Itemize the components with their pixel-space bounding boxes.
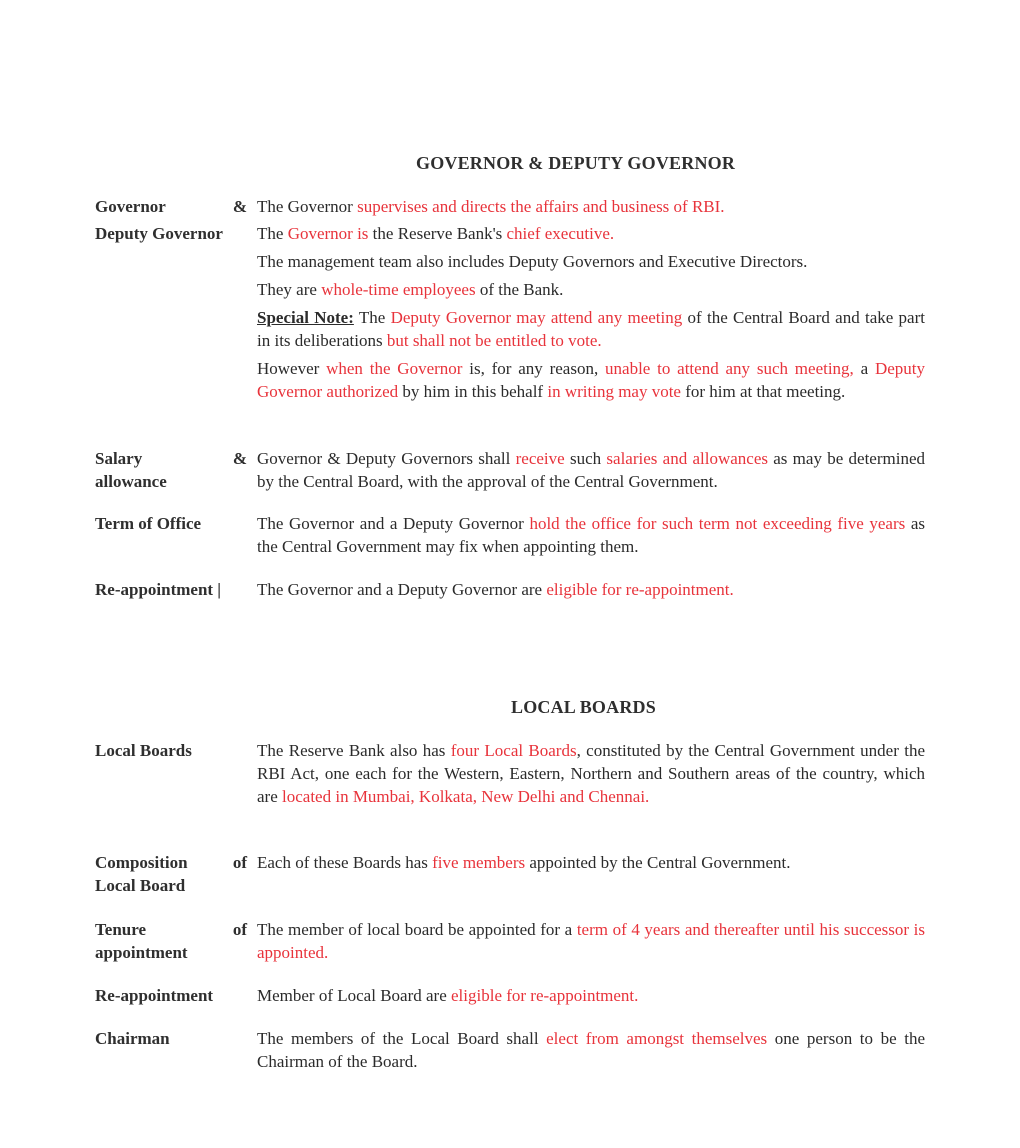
row-body — [257, 1027, 925, 1073]
row-body — [257, 739, 925, 808]
paragraph: Governor & Deputy Governors shall receive such salaries and allowances as may be determined by the Central Board, with the approval of the Central Government. — [257, 449, 925, 491]
paragraph: The member of local board be appointed for a term of 4 years and thereafter until his successor is appointed. — [257, 920, 925, 962]
paragraph: The Reserve Bank also has four Local Boards, constituted by the Central Government under the RBI Act, one each for the Western, Eastern, Northern and Southern areas of the country, which are located in Mumbai, Kolkata, New Delhi and Chennai. — [257, 741, 925, 806]
special-note-paragraph: Special Note: The Deputy Governor may attend any meeting of the Central Board and take part in its deliberations but shall not be entitled to vote. — [257, 308, 925, 350]
row-body — [257, 918, 925, 964]
special-note-label: Special Note: — [257, 308, 354, 327]
section-heading-local-boards: LOCAL BOARDS — [511, 697, 656, 717]
row-label: Tenure of appointment — [95, 920, 247, 962]
paragraph: Member of Local Board are eligible for re-appointment. — [257, 986, 639, 1005]
paragraph: Each of these Boards has five members appointed by the Central Government. — [257, 853, 791, 872]
row-body — [257, 578, 925, 601]
paragraph: The members of the Local Board shall elect from amongst themselves one person to be the Chairman of the Board. — [257, 1029, 925, 1071]
paragraph: However when the Governor is, for any reason, unable to attend any such meeting, a Deputy Governor authorized by him in this behalf in writing may vote for him at that meeting. — [257, 359, 926, 401]
row-body — [257, 447, 925, 493]
row-label — [95, 195, 247, 245]
row-body — [257, 851, 925, 874]
row-label: Local Boards — [95, 741, 192, 760]
paragraph: The Governor supervises and directs the affairs and business of RBI. — [257, 197, 725, 216]
paragraph: The Governor and a Deputy Governor are eligible for re-appointment. — [257, 580, 734, 599]
label-text: Deputy Governor — [95, 224, 223, 243]
row-body — [257, 984, 925, 1007]
row-label: Salary & allowance — [95, 449, 247, 491]
row-label: Composition of Local Board — [95, 853, 247, 895]
row-body — [257, 195, 925, 403]
paragraph: They are whole-time employees of the Bank. — [257, 280, 564, 299]
row-body — [257, 512, 925, 558]
paragraph: The Governor and a Deputy Governor hold the office for such term not exceeding five years as the Central Government may fix when appointing them. — [257, 514, 925, 556]
label-text: Governor — [95, 197, 166, 216]
row-label: Term of Office — [95, 514, 202, 533]
row-label: Chairman — [95, 1029, 170, 1048]
row-label: Re-appointment — [95, 986, 214, 1005]
paragraph: The Governor is the Reserve Bank's chief executive. — [257, 224, 615, 243]
label-connector: & — [232, 197, 247, 216]
section-heading-governor: GOVERNOR & DEPUTY GOVERNOR — [416, 153, 736, 173]
row-label: Re-appointment | — [95, 580, 222, 599]
paragraph: The management team also includes Deputy Governors and Executive Directors. — [257, 252, 808, 271]
